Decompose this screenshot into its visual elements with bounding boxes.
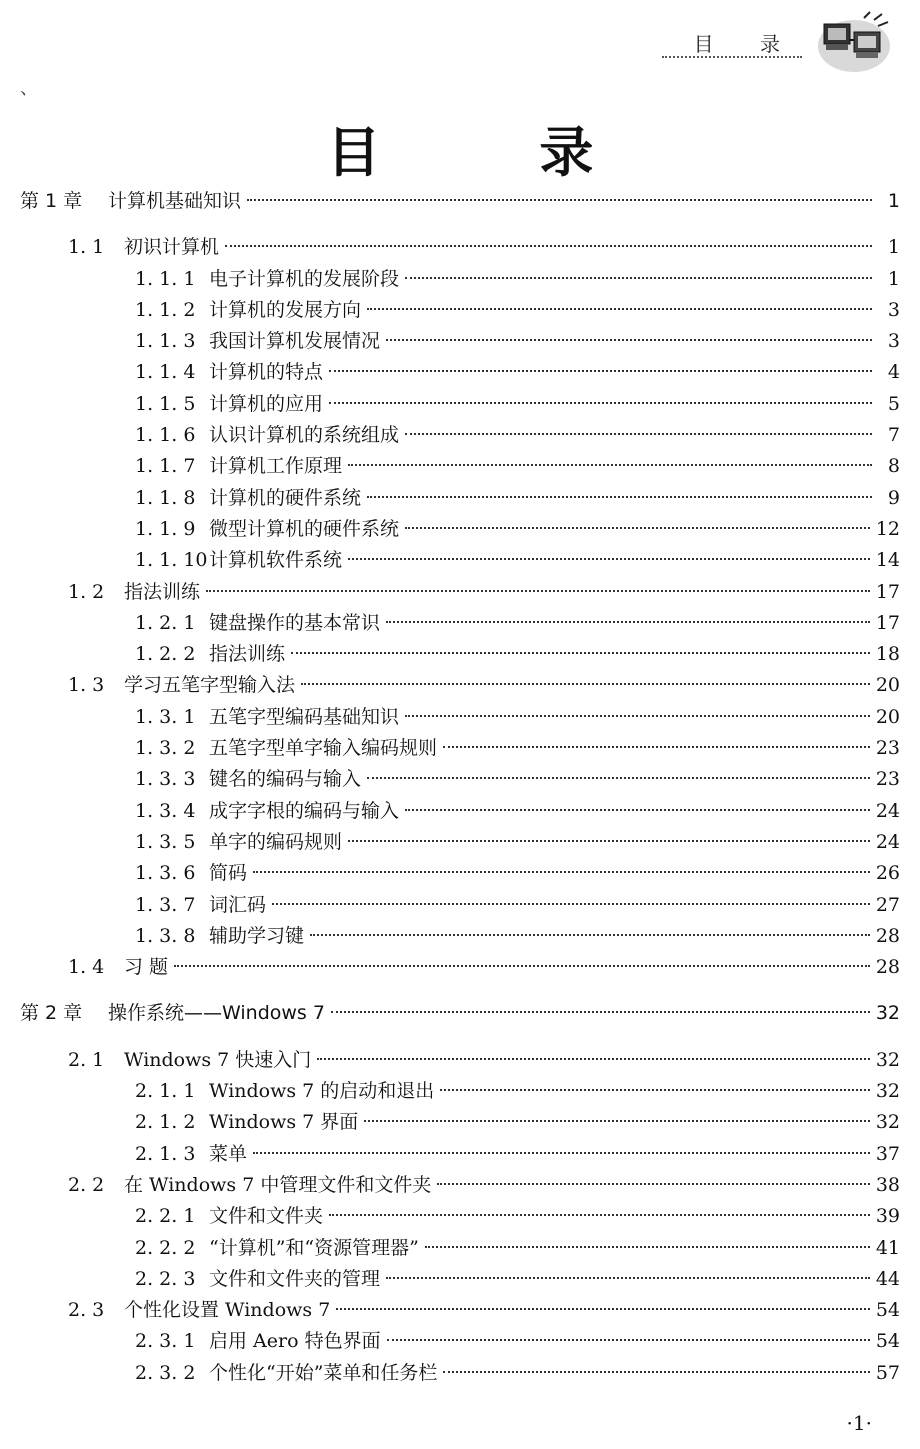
computers-logo-icon	[804, 10, 892, 74]
toc-entry-number: 1. 3. 5	[135, 830, 196, 853]
toc-entry-page: 38	[875, 1173, 900, 1196]
toc-entry-title: 菜单	[209, 1142, 248, 1165]
page-title: 目 录	[326, 121, 664, 184]
toc-entry-title: 在 Windows 7 中管理文件和文件夹	[124, 1173, 432, 1196]
toc-entry-page: 24	[875, 830, 900, 853]
toc-entry-title: 计算机软件系统	[209, 549, 343, 572]
toc-entry-page: 3	[887, 330, 900, 353]
toc-entry-title: 文件和文件夹	[209, 1205, 324, 1228]
toc-entry-number: 2. 2. 2	[135, 1236, 196, 1259]
toc-entry-page: 57	[875, 1361, 900, 1384]
toc-entry-number: 1. 1	[68, 236, 105, 259]
toc-dot-leader	[301, 683, 870, 685]
toc-entry-title: 计算机的发展方向	[209, 298, 362, 321]
toc-entry-page: 5	[887, 392, 900, 415]
toc-dot-leader	[405, 809, 870, 811]
toc-dot-leader	[291, 652, 870, 654]
toc-dot-leader	[336, 1308, 870, 1310]
toc-dot-leader	[386, 339, 872, 341]
toc-entry-number: 2. 1. 1	[135, 1080, 196, 1103]
toc-subsection-entry[interactable]	[20, 545, 900, 576]
toc-entry-page: 20	[875, 705, 900, 728]
toc-dot-leader	[253, 871, 870, 873]
toc-dot-leader	[348, 840, 870, 842]
toc-entry-title: 计算机的特点	[209, 361, 324, 384]
toc-subsection-entry[interactable]	[20, 702, 900, 733]
toc-entry-page: 28	[875, 924, 900, 947]
toc-dot-leader	[331, 1011, 870, 1013]
toc-entry-number: 1. 3. 6	[135, 862, 196, 885]
toc-entry-number: 2. 2. 3	[135, 1267, 196, 1290]
toc-subsection-entry[interactable]	[20, 858, 900, 889]
toc-subsection-entry[interactable]	[20, 1264, 900, 1295]
toc-entry-page: 39	[875, 1205, 900, 1228]
toc-entry-number: 1. 1. 10	[135, 549, 208, 572]
toc-dot-leader	[443, 1371, 869, 1373]
toc-entry-page: 1	[887, 267, 900, 290]
toc-entry-title: 指法训练	[124, 580, 201, 603]
toc-entry-page: 26	[875, 862, 900, 885]
toc-entry-page: 54	[875, 1330, 900, 1353]
toc-section-entry[interactable]	[20, 1170, 900, 1201]
toc-entry-page: 1	[887, 190, 900, 212]
toc-dot-leader	[437, 1183, 869, 1185]
toc-dot-leader	[348, 464, 872, 466]
toc-dot-leader	[317, 1058, 870, 1060]
toc-dot-leader	[443, 746, 870, 748]
toc-subsection-entry[interactable]	[20, 1326, 900, 1357]
toc-entry-page: 3	[887, 298, 900, 321]
page-number: ·1·	[846, 1411, 872, 1435]
toc-dot-leader	[367, 777, 870, 779]
toc-dot-leader	[367, 308, 872, 310]
toc-subsection-entry[interactable]	[20, 608, 900, 639]
toc-section-entry[interactable]	[20, 670, 900, 701]
toc-entry-page: 7	[887, 424, 900, 447]
toc-subsection-entry[interactable]	[20, 264, 900, 295]
toc-entry-page: 37	[875, 1142, 900, 1165]
toc-dot-leader	[405, 715, 870, 717]
toc-entry-title: 五笔字型编码基础知识	[209, 705, 400, 728]
toc-dot-leader	[367, 496, 872, 498]
toc-entry-title: 启用 Aero 特色界面	[209, 1330, 381, 1353]
toc-entry-title: 计算机工作原理	[209, 455, 343, 478]
toc-entry-title: 计算机基础知识	[108, 190, 242, 212]
toc-entry-number: 2. 2. 1	[135, 1205, 196, 1228]
toc-subsection-entry[interactable]	[20, 514, 900, 545]
toc-entry-page: 32	[875, 1002, 900, 1025]
toc-dot-leader	[386, 621, 870, 623]
toc-subsection-entry[interactable]	[20, 295, 900, 326]
toc-dot-leader	[329, 370, 872, 372]
toc-entry-page: 54	[875, 1299, 900, 1322]
toc-entry-title: Windows 7 的启动和退出	[209, 1080, 435, 1103]
toc-entry-page: 32	[875, 1111, 900, 1134]
toc-entry-number: 1. 3. 8	[135, 924, 196, 947]
toc-entry-number: 1. 1. 8	[135, 486, 196, 509]
toc-entry-page: 28	[875, 956, 900, 979]
toc-subsection-entry[interactable]	[20, 326, 900, 357]
toc-entry-page: 20	[875, 674, 900, 697]
toc-entry-page: 18	[875, 643, 900, 666]
toc-entry-title: 键名的编码与输入	[209, 768, 362, 791]
toc-dot-leader	[225, 245, 872, 247]
toc-subsection-entry[interactable]	[20, 1358, 900, 1389]
toc-entry-number: 1. 1. 1	[135, 267, 196, 290]
toc-entry-title: 词汇码	[209, 893, 267, 916]
toc-entry-page: 27	[875, 893, 900, 916]
toc-entry-title: 文件和文件夹的管理	[209, 1267, 381, 1290]
toc-dot-leader	[174, 965, 870, 967]
toc-entry-number: 1. 3. 2	[135, 737, 196, 760]
toc-entry-page: 12	[875, 517, 900, 540]
toc-dot-leader	[405, 277, 872, 279]
toc-dot-leader	[310, 934, 870, 936]
toc-entry-number: 2. 1. 2	[135, 1111, 196, 1134]
toc-entry-number: 2. 1. 3	[135, 1142, 196, 1165]
toc-entry-number: 1. 1. 9	[135, 517, 196, 540]
toc-subsection-entry[interactable]	[20, 451, 900, 482]
toc-entry-page: 17	[875, 580, 900, 603]
toc-entry-title: 学习五笔字型输入法	[124, 674, 296, 697]
toc-entry-number: 1. 4	[68, 956, 105, 979]
toc-entry-number: 1. 3. 7	[135, 893, 196, 916]
toc-dot-leader	[364, 1120, 870, 1122]
toc-entry-title: 辅助学习键	[209, 924, 305, 947]
toc-section-entry[interactable]	[20, 1045, 900, 1076]
toc-entry-page: 24	[875, 799, 900, 822]
running-header	[662, 10, 892, 70]
toc-subsection-entry[interactable]	[20, 1139, 900, 1170]
toc-dot-leader	[405, 433, 872, 435]
toc-subsection-entry[interactable]	[20, 921, 900, 952]
toc-entry-page: 32	[875, 1080, 900, 1103]
toc-entry-title: 指法训练	[209, 643, 286, 666]
toc-entry-title: 微型计算机的硬件系统	[209, 517, 400, 540]
toc-entry-title: 认识计算机的系统组成	[209, 424, 400, 447]
corner-mark: 、	[20, 78, 38, 99]
toc-entry-number: 1. 2	[68, 580, 105, 603]
toc-entry-number: 1. 1. 3	[135, 330, 196, 353]
toc-entry-page: 17	[875, 611, 900, 634]
toc-entry-number: 1. 2. 2	[135, 643, 196, 666]
toc-entry-number: 1. 1. 4	[135, 361, 196, 384]
toc-subsection-entry[interactable]	[20, 639, 900, 670]
toc-dot-leader	[405, 527, 870, 529]
toc-entry-title: 五笔字型单字输入编码规则	[209, 737, 438, 760]
toc-entry-title: 简码	[209, 862, 248, 885]
toc-entry-title: 习 题	[124, 956, 169, 979]
toc-dot-leader	[425, 1246, 870, 1248]
toc-subsection-entry[interactable]	[20, 389, 900, 420]
toc-entry-number: 1. 1. 5	[135, 392, 196, 415]
toc-chapter-entry[interactable]	[20, 998, 900, 1029]
toc-entry-title: 初识计算机	[124, 236, 220, 259]
toc-subsection-entry[interactable]	[20, 420, 900, 451]
toc-dot-leader	[440, 1089, 870, 1091]
toc-entry-page: 1	[887, 236, 900, 259]
toc-entry-title: Windows 7 快速入门	[124, 1048, 312, 1071]
toc-entry-title: 成字字根的编码与输入	[209, 799, 400, 822]
toc-entry-title: 计算机的应用	[209, 392, 324, 415]
toc-subsection-entry[interactable]	[20, 764, 900, 795]
toc-dot-leader	[348, 558, 870, 560]
toc-subsection-entry[interactable]	[20, 1107, 900, 1138]
toc-dot-leader	[329, 1214, 870, 1216]
toc-entry-page: 8	[887, 455, 900, 478]
toc-subsection-entry[interactable]	[20, 1076, 900, 1107]
toc-entry-number: 2. 1	[68, 1048, 105, 1071]
toc-subsection-entry[interactable]	[20, 827, 900, 858]
toc-dot-leader	[253, 1152, 870, 1154]
toc-dot-leader	[206, 590, 870, 592]
toc-entry-number: 1. 3. 3	[135, 768, 196, 791]
toc-entry-number: 1. 3. 1	[135, 705, 196, 728]
toc-subsection-entry[interactable]	[20, 1201, 900, 1232]
toc-entry-title: 个性化“开始”菜单和任务栏	[209, 1361, 438, 1384]
toc-dot-leader	[247, 199, 872, 201]
toc-entry-number: 1. 1. 2	[135, 298, 196, 321]
toc-section-entry[interactable]	[20, 232, 900, 263]
running-header-title: 目 录	[693, 32, 800, 56]
toc-subsection-entry[interactable]	[20, 1233, 900, 1264]
toc-entry-title: Windows 7 界面	[209, 1111, 359, 1134]
header-dotted-rule	[662, 56, 802, 58]
toc-subsection-entry[interactable]	[20, 890, 900, 921]
toc-entry-number: 1. 2. 1	[135, 611, 196, 634]
toc-entry-number: 第 1 章	[20, 190, 83, 212]
toc-entry-number: 1. 1. 7	[135, 455, 196, 478]
toc-entry-page: 32	[875, 1048, 900, 1071]
toc-subsection-entry[interactable]	[20, 357, 900, 388]
toc-entry-number: 1. 1. 6	[135, 424, 196, 447]
toc-entry-number: 2. 2	[68, 1173, 105, 1196]
table-of-contents	[20, 186, 900, 1389]
toc-entry-page: 44	[875, 1267, 900, 1290]
toc-chapter-entry[interactable]	[20, 186, 900, 217]
toc-entry-number: 2. 3	[68, 1299, 105, 1322]
toc-section-entry[interactable]	[20, 1295, 900, 1326]
toc-subsection-entry[interactable]	[20, 483, 900, 514]
toc-entry-page: 9	[887, 486, 900, 509]
toc-section-entry[interactable]	[20, 952, 900, 983]
toc-subsection-entry[interactable]	[20, 796, 900, 827]
toc-dot-leader	[329, 402, 872, 404]
toc-dot-leader	[272, 903, 870, 905]
toc-entry-number: 2. 3. 1	[135, 1330, 196, 1353]
toc-section-entry[interactable]	[20, 577, 900, 608]
toc-entry-page: 14	[875, 549, 900, 572]
toc-entry-title: 键盘操作的基本常识	[209, 611, 381, 634]
toc-entry-page: 23	[875, 768, 900, 791]
toc-entry-title: 个性化设置 Windows 7	[124, 1299, 331, 1322]
toc-dot-leader	[387, 1339, 870, 1341]
toc-entry-title: 计算机的硬件系统	[209, 486, 362, 509]
toc-entry-page: 4	[887, 361, 900, 384]
toc-entry-title: 操作系统——Windows 7	[108, 1002, 325, 1025]
toc-entry-title: 我国计算机发展情况	[209, 330, 381, 353]
toc-entry-title: “计算机”和“资源管理器”	[209, 1236, 419, 1259]
toc-entry-number: 1. 3. 4	[135, 799, 196, 822]
toc-dot-leader	[386, 1277, 870, 1279]
toc-entry-page: 23	[875, 737, 900, 760]
toc-entry-title: 单字的编码规则	[209, 830, 343, 853]
toc-entry-number: 第 2 章	[20, 1002, 83, 1025]
toc-entry-page: 41	[875, 1236, 900, 1259]
toc-entry-number: 1. 3	[68, 674, 105, 697]
toc-subsection-entry[interactable]	[20, 733, 900, 764]
toc-entry-number: 2. 3. 2	[135, 1361, 196, 1384]
toc-entry-title: 电子计算机的发展阶段	[209, 267, 400, 290]
